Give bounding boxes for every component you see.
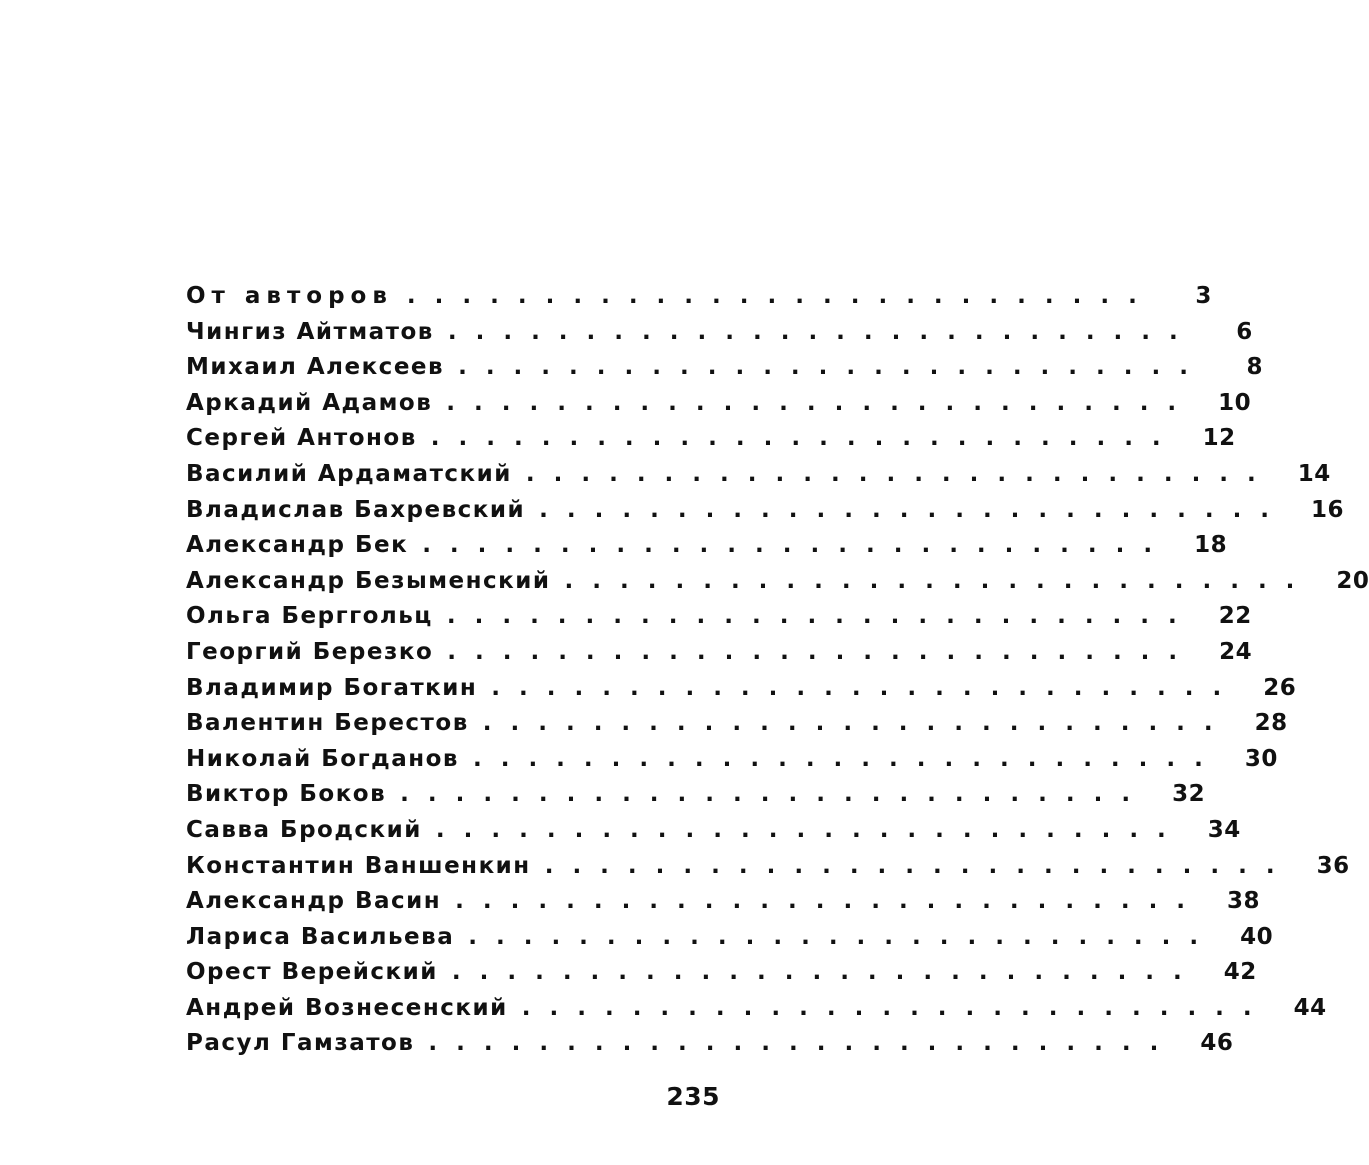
- toc-entry-title: Александр Бек: [186, 532, 409, 559]
- toc-entry-title: Николай Богданов: [186, 745, 459, 772]
- toc-entry-page: 42: [1223, 959, 1257, 986]
- toc-entry-page: 32: [1172, 781, 1206, 808]
- toc-entry: [186, 318, 1253, 355]
- toc-entry-title: Валентин Берестов: [186, 710, 469, 737]
- toc-entry-title: Андрей Вознесенский: [186, 994, 508, 1021]
- dot-leader: ...........................: [446, 389, 1196, 416]
- toc-entry: [186, 354, 1263, 390]
- table-of-contents: [186, 283, 1369, 1066]
- dot-leader: ...........................: [482, 710, 1232, 737]
- toc-entry: [186, 994, 1327, 1031]
- dot-leader: ...........................: [435, 816, 1185, 843]
- toc-entry-page: 14: [1297, 460, 1331, 487]
- toc-entry: [186, 710, 1288, 746]
- toc-entry-title: Лариса Васильева: [186, 923, 455, 950]
- toc-entry-page: 10: [1218, 389, 1252, 416]
- toc-entry: [186, 603, 1252, 639]
- toc-entry-title: Савва Бродский: [186, 816, 422, 843]
- toc-entry: [186, 923, 1274, 960]
- toc-entry: [186, 425, 1236, 461]
- toc-entry: [186, 532, 1228, 568]
- toc-entry-page: 6: [1236, 318, 1253, 345]
- toc-entry: [186, 389, 1252, 426]
- toc-entry-page: 26: [1263, 674, 1297, 701]
- toc-entry-page: 24: [1219, 638, 1253, 665]
- dot-leader: ...........................: [422, 532, 1172, 559]
- toc-entry-page: 16: [1311, 496, 1345, 523]
- toc-entry-page: 34: [1207, 816, 1241, 843]
- toc-entry: [186, 781, 1206, 817]
- dot-leader: ...........................: [400, 781, 1150, 808]
- dot-leader: ...........................: [446, 603, 1196, 630]
- dot-leader: ...........................: [472, 745, 1222, 772]
- toc-entry-page: 22: [1218, 603, 1252, 630]
- toc-entry-title: Александр Безыменский: [186, 567, 551, 594]
- toc-entry-page: 36: [1316, 852, 1350, 879]
- toc-entry-title: Орест Верейский: [186, 959, 438, 986]
- dot-leader: ...........................: [468, 923, 1218, 950]
- dot-leader: ...........................: [458, 354, 1207, 381]
- toc-entry-title: Александр Васин: [186, 888, 442, 915]
- toc-entry-title: Ольга Берггольц: [186, 603, 433, 630]
- toc-entry-title: Михаил Алексеев: [186, 354, 445, 381]
- toc-entry-title: Константин Ваншенкин: [186, 852, 531, 879]
- toc-entry-title: Василий Ардаматский: [186, 460, 512, 487]
- dot-leader: ...........................: [430, 425, 1180, 452]
- toc-entry-page: 44: [1293, 994, 1327, 1021]
- toc-entry: [186, 638, 1253, 675]
- toc-entry-page: 18: [1194, 532, 1228, 559]
- toc-entry-title: Чингиз Айтматов: [186, 318, 434, 345]
- toc-entry-page: 8: [1246, 354, 1263, 381]
- toc-entry-title: Георгий Березко: [186, 638, 434, 665]
- toc-entry: [186, 283, 1212, 319]
- toc-entry: [186, 852, 1350, 889]
- toc-entry: [186, 567, 1369, 604]
- toc-entry-title: Владислав Бахревский: [186, 496, 526, 523]
- dot-leader: ...........................: [521, 994, 1271, 1021]
- toc-entry-page: 28: [1254, 710, 1288, 737]
- toc-entry-page: 30: [1244, 745, 1278, 772]
- dot-leader: ...........................: [491, 674, 1241, 701]
- dot-leader: ...........................: [451, 959, 1201, 986]
- toc-entry-title: Владимир Богаткин: [186, 674, 478, 701]
- toc-entry: [186, 959, 1257, 995]
- dot-leader: ...........................: [447, 318, 1197, 345]
- toc-entry-page: 38: [1227, 888, 1261, 915]
- dot-leader: ...........................: [564, 567, 1314, 594]
- toc-entry: [186, 496, 1345, 533]
- dot-leader: ...........................: [447, 638, 1197, 665]
- toc-entry-title: Аркадий Адамов: [186, 389, 433, 416]
- toc-entry: [186, 745, 1278, 782]
- toc-entry-page: 3: [1195, 283, 1212, 309]
- dot-leader: ...........................: [455, 888, 1205, 915]
- toc-entry-title: От авторов: [186, 283, 393, 309]
- dot-leader: ...........................: [525, 460, 1275, 487]
- toc-entry-title: Сергей Антонов: [186, 425, 417, 452]
- toc-entry: [186, 888, 1261, 924]
- toc-entry-title: Виктор Боков: [186, 781, 387, 808]
- page-number: 235: [666, 1082, 720, 1111]
- toc-entry-page: 12: [1202, 425, 1236, 452]
- toc-entry: [186, 674, 1297, 711]
- dot-leader: ...........................: [428, 1030, 1178, 1057]
- toc-entry-page: 46: [1200, 1030, 1234, 1057]
- dot-leader: ...........................: [406, 283, 1156, 309]
- dot-leader: ...........................: [544, 852, 1294, 879]
- toc-entry-title: Расул Гамзатов: [186, 1030, 415, 1057]
- dot-leader: ...........................: [539, 496, 1289, 523]
- toc-entry: [186, 460, 1331, 497]
- toc-entry-page: 20: [1336, 567, 1369, 594]
- toc-entry-page: 40: [1240, 923, 1274, 950]
- toc-entry: [186, 816, 1241, 853]
- toc-entry: [186, 1030, 1234, 1066]
